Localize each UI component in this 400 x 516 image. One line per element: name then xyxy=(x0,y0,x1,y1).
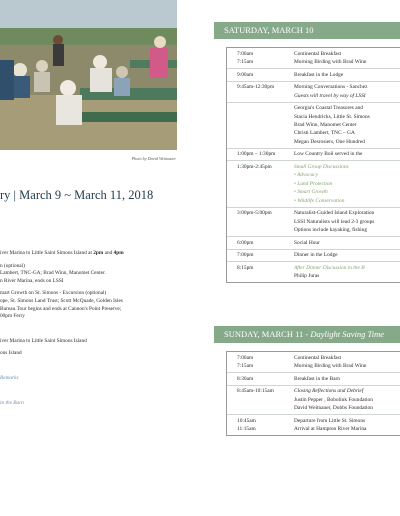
left-schedule-line: Remarks xyxy=(0,374,19,381)
row-desc: Low Country Boil served in the xyxy=(294,151,363,158)
schedule-row xyxy=(227,208,400,237)
row-desc: Dinner in the Lodge xyxy=(294,252,338,259)
schedule-row xyxy=(227,250,400,263)
row-desc: Small Group Discussions xyxy=(294,164,349,170)
row-time: 8:45am-10:15am xyxy=(237,388,274,395)
schedule-row xyxy=(227,69,400,82)
row-desc: Options include kayaking, fishing xyxy=(294,227,368,234)
row-desc: Guests will travel by way of LSSI xyxy=(294,92,366,99)
left-schedule-line: iver Marina to Little Saint Simons Island at 2pm and 4pm xyxy=(0,250,124,256)
schedule-row xyxy=(227,352,400,373)
row-desc: Morning Birding with Brad Winn xyxy=(294,363,367,369)
group-photo-illustration xyxy=(0,0,177,150)
row-desc: Breakfast in the Lodge xyxy=(294,71,344,78)
schedule-row xyxy=(227,262,400,282)
row-desc: LSSI Naturalists will lead 2-3 groups xyxy=(294,218,375,225)
row-time: 9:00am xyxy=(237,71,254,78)
row-time: 3:00pm-5:00pm xyxy=(237,210,272,217)
saturday-schedule xyxy=(226,47,400,283)
left-schedule-line: Bureau.Tour begins and ends at Cannon's Point Preserve; xyxy=(0,305,122,312)
schedule-row xyxy=(227,48,400,69)
row-desc: • Land Protection xyxy=(294,180,333,187)
row-time: 1:30pm-2:45pm xyxy=(237,164,272,170)
schedule-row xyxy=(227,82,400,103)
left-schedule-line: n River Marina, ends on LSSI xyxy=(0,277,64,284)
row-time: 8:15pm xyxy=(237,264,254,271)
saturday-header: SATURDAY, MARCH 10 xyxy=(214,22,400,39)
left-schedule-line: in the Barn xyxy=(0,399,24,406)
left-schedule-line: ons Island xyxy=(0,350,22,357)
left-schedule-line: Lambert, TNC-GA; Brad Winn, Manomet Center. xyxy=(0,270,106,277)
row-desc: • Wildlife Conservation xyxy=(294,197,345,204)
row-desc: Brad Winn, Manomet Center xyxy=(294,122,357,128)
schedule-row xyxy=(227,161,400,207)
schedule-row xyxy=(227,237,400,250)
row-desc: Christi Lambert, TNC – GA xyxy=(294,130,355,137)
row-desc: Philip Juras xyxy=(294,273,320,280)
row-time: 11:15am xyxy=(237,426,256,432)
row-desc: Georgia's Coastal Treasures and xyxy=(294,105,363,112)
schedule-row xyxy=(227,386,400,415)
row-time: 7:00pm xyxy=(237,252,254,259)
sunday-header-note: Daylight Saving Time xyxy=(310,329,385,339)
left-schedule-line: mart Growth on St. Simons - Excursion (optional) xyxy=(0,290,107,297)
left-schedule-line: iver Marina to Little Saint Simons Island xyxy=(0,337,87,344)
group-photo xyxy=(0,0,177,150)
left-schedule-line: ope, St. Simons Land Trust; Scott McQuade, Golden Isles xyxy=(0,297,123,304)
row-time: 7:00am xyxy=(237,50,254,57)
row-desc: • Smart Growth xyxy=(294,189,328,196)
left-schedule xyxy=(0,250,180,407)
row-time xyxy=(237,104,294,112)
schedule-row xyxy=(227,103,400,149)
event-date-title: ry | March 9 ~ March 11, 2018 xyxy=(0,188,154,202)
schedule-row xyxy=(227,149,400,162)
schedule-row xyxy=(227,415,400,435)
sunday-header-date: SUNDAY, MARCH 11 - xyxy=(224,329,311,339)
row-desc: David Weitnauer, Dobbs Foundation xyxy=(294,405,373,411)
photo-credit: Photo by David Weitnauer xyxy=(131,156,176,161)
row-time: 10:45am xyxy=(237,417,256,424)
row-desc: Social Hour xyxy=(294,239,320,246)
sunday-header xyxy=(214,326,400,343)
row-desc: Breakfast in the Barn xyxy=(294,375,340,382)
row-time: 6:00pm xyxy=(237,239,254,246)
row-time: 1:00pm – 1:30pm xyxy=(237,151,276,158)
left-schedule-line: n (optional) xyxy=(0,262,25,269)
row-time: 7:15am xyxy=(237,59,254,65)
left-schedule-line: 00pm Ferry xyxy=(0,313,25,320)
row-desc: Naturalist-Guided Island Exploration xyxy=(294,210,375,217)
row-desc: Departure from Little St. Simons xyxy=(294,417,366,424)
row-desc: • Advocacy xyxy=(294,172,319,179)
row-desc: Justin Pepper , Bobolink Foundation xyxy=(294,396,373,403)
row-desc: Morning Birding with Brad Winn xyxy=(294,59,367,65)
row-desc: Continental Breakfast xyxy=(294,50,342,57)
row-time: 9:45am-12:30pm xyxy=(237,84,275,91)
row-time: 7:00am xyxy=(237,354,254,361)
schedule-row xyxy=(227,373,400,386)
row-desc: Closing Reflections and Debrief xyxy=(294,388,364,395)
sunday-schedule xyxy=(226,351,400,436)
row-desc: Arrival at Hampton River Marina xyxy=(294,426,367,432)
row-desc: Stacia Hendricks, Little St. Simons xyxy=(294,113,370,120)
row-time: 7:15am xyxy=(237,363,254,369)
row-desc: Megan Desrosiers, One Hundred xyxy=(294,138,365,145)
row-desc: After Dinner Discussion in the B xyxy=(294,264,365,271)
row-desc: Morning Conversations - Sanchez xyxy=(294,84,368,91)
row-desc: Continental Breakfast xyxy=(294,354,342,361)
row-time: 8:30am xyxy=(237,375,254,382)
